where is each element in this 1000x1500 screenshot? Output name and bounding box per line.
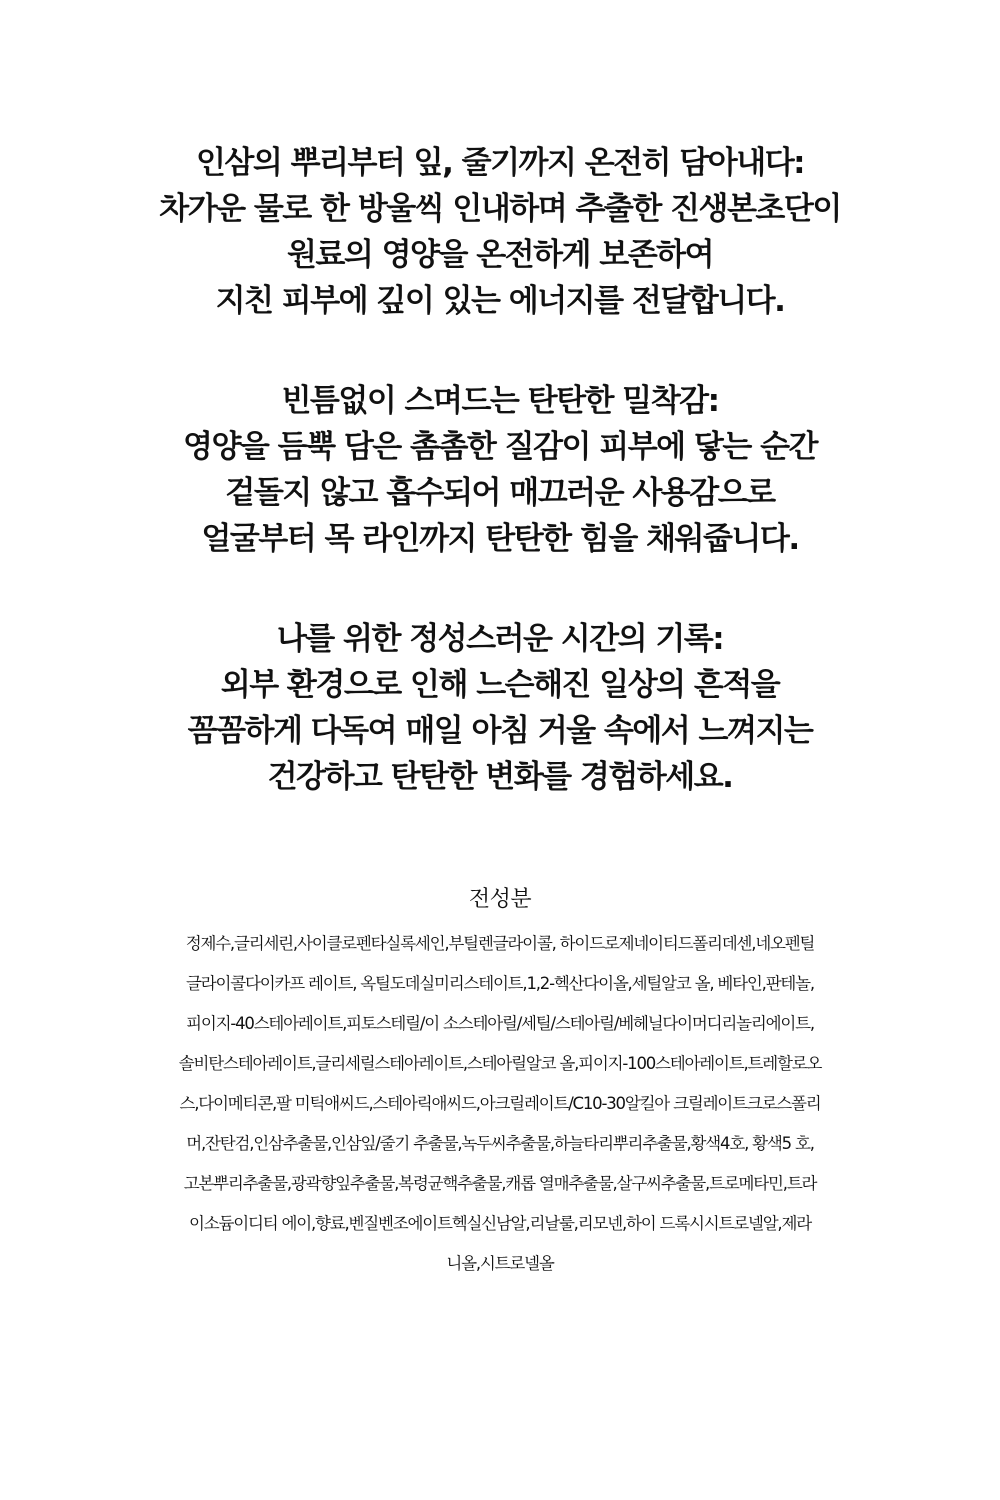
ingredients-line: 머,잔탄검,인삼추출물,인삼잎/줄기 추출물,녹두씨추출물,하늘타리뿌리추출물,황색4호, 황색5 호,: [186, 1134, 814, 1153]
ingredients-line: 이소듐이디티 에이,향료,벤질벤조에이트헥실신남알,리날룰,리모넨,하이 드록시시트로넬알,제라: [189, 1214, 811, 1233]
description-line: 꼼꼼하게 다독여 매일 아침 거울 속에서 느껴지는: [187, 713, 813, 749]
ingredients-title: 전성분: [468, 887, 532, 912]
ingredients-section: [55, 880, 945, 1284]
description-line: 얼굴부터 목 라인까지 탄탄한 힘을 채워줍니다.: [201, 521, 799, 557]
description-line: 건강하고 탄탄한 변화를 경험하세요.: [267, 759, 733, 795]
ingredients-line: 스,다이메티콘,팔 미틱애씨드,스테아릭애씨드,아크릴레이트/C10-30알킬아 크릴레이트크로스폴리: [179, 1094, 821, 1113]
description-line: 영양을 듬뿍 담은 촘촘한 질감이 피부에 닿는 순간: [183, 429, 817, 465]
description-line: 외부 환경으로 인해 느슨해진 일상의 흔적을: [220, 667, 780, 703]
ingredients-line: 글라이콜다이카프 레이트, 옥틸도데실미리스테이트,1,2-헥산다이올,세틸알코 올, 베타인,판테놀,: [186, 974, 814, 993]
description-paragraph-2: [0, 378, 1000, 562]
description-paragraph-1: [0, 140, 1000, 324]
description-line: 빈틈없이 스며드는 탄탄한 밀착감:: [281, 383, 719, 419]
ingredients-line: 솔비탄스테아레이트,글리세릴스테아레이트,스테아릴알코 올,피이지-100스테아레이트,트레할로오: [178, 1054, 822, 1073]
description-line: 지친 피부에 깊이 있는 에너지를 전달합니다.: [215, 283, 785, 319]
description-line: 차가운 물로 한 방울씩 인내하며 추출한 진생본초단이: [159, 191, 841, 227]
product-description: [0, 140, 1000, 800]
ingredients-line: 니올,시트로넬올: [446, 1254, 554, 1273]
ingredients-line: 피이지-40스테아레이트,피토스테릴/이 소스테아릴/세틸/스테아릴/베헤닐다이머디리놀리에이트,: [186, 1014, 814, 1033]
description-line: 나를 위한 정성스러운 시간의 기록:: [276, 621, 724, 657]
description-line: 겉돌지 않고 흡수되어 매끄러운 사용감으로: [225, 475, 775, 511]
ingredients-line: 고본뿌리추출물,광곽향잎추출물,복령균핵추출물,캐롭 열매추출물,살구씨추출물,트로메타민,트라: [183, 1174, 817, 1193]
ingredients-line: 정제수,글리세린,사이클로펜타실록세인,부틸렌글라이콜, 하이드로제네이티드폴리데센,네오펜틸: [185, 934, 815, 953]
description-line: 원료의 영양을 온전하게 보존하여: [286, 237, 714, 273]
description-line: 인삼의 뿌리부터 잎, 줄기까지 온전히 담아내다:: [195, 145, 805, 181]
description-paragraph-3: [0, 616, 1000, 800]
